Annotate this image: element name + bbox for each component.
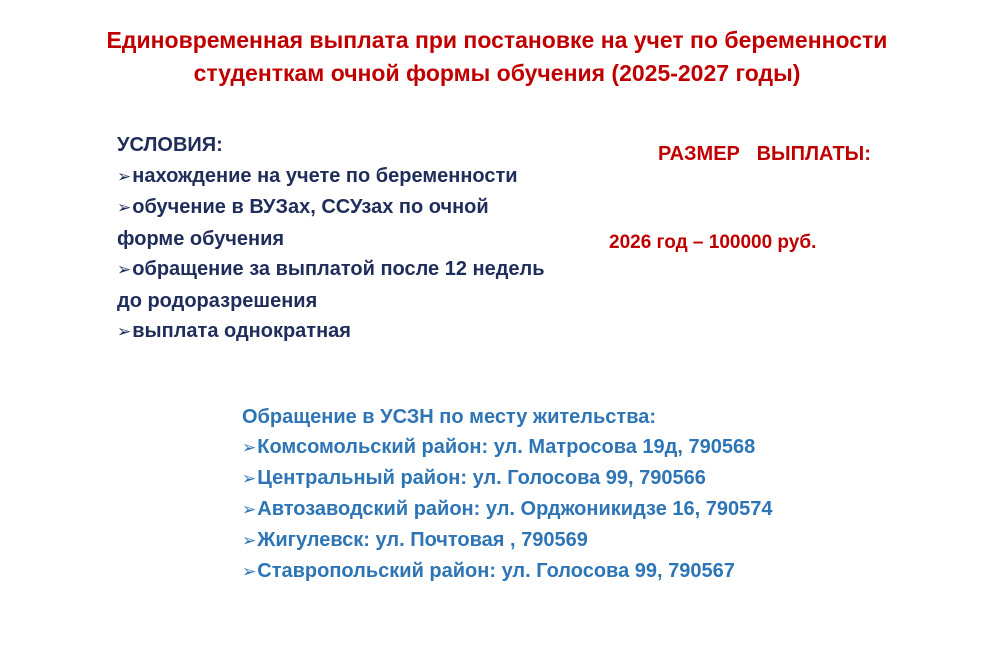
contact-text: Жигулевск: ул. Почтовая , 790569 [257,529,588,551]
title-line-1: Единовременная выплата при постановке на учет по беременности [106,27,888,53]
contact-item [242,494,902,525]
contact-item [242,463,902,494]
arrow-bullet-icon: ➢ [117,322,132,342]
condition-item-continuation: до родоразрешения [117,289,318,312]
arrow-bullet-icon: ➢ [242,469,257,489]
conditions-section [117,130,597,348]
contact-text: Комсомольский район: ул. Матросова 19д, 790568 [257,436,756,458]
conditions-heading: УСЛОВИЯ: [117,134,223,156]
title-line-2: студенткам очной формы обучения (2025-2027 годы) [193,60,801,86]
contact-item [242,432,902,463]
contact-text: Автозаводский район: ул. Орджоникидзе 16, 790574 [257,498,773,520]
condition-item [117,254,597,286]
contacts-section [242,402,902,587]
condition-item-continuation: форме обучения [117,227,285,250]
contact-item [242,556,902,587]
condition-text: обращение за выплатой после 12 недель [132,258,545,280]
arrow-bullet-icon: ➢ [242,500,257,520]
condition-text: выплата однократная [132,320,351,342]
arrow-bullet-icon: ➢ [117,198,132,218]
condition-item [117,161,597,193]
arrow-bullet-icon: ➢ [117,166,132,187]
contacts-heading: Обращение в УСЗН по месту жительства: [242,406,657,428]
arrow-bullet-icon: ➢ [242,531,257,551]
contact-text: Ставропольский район: ул. Голосова 99, 790567 [257,560,735,582]
arrow-bullet-icon: ➢ [242,438,257,458]
condition-text: нахождение на учете по беременности [132,164,518,187]
condition-item [117,316,597,348]
payment-amount: 2026 год – 100000 руб. [609,232,817,253]
contact-item [242,525,902,556]
page-title [0,24,994,90]
arrow-bullet-icon: ➢ [117,260,132,280]
condition-text: обучение в ВУЗах, ССУзах по очной [132,196,489,218]
payment-heading: РАЗМЕР ВЫПЛАТЫ: [658,143,871,165]
condition-item [117,192,597,224]
contact-text: Центральный район: ул. Голосова 99, 790566 [257,467,706,489]
arrow-bullet-icon: ➢ [242,562,257,582]
